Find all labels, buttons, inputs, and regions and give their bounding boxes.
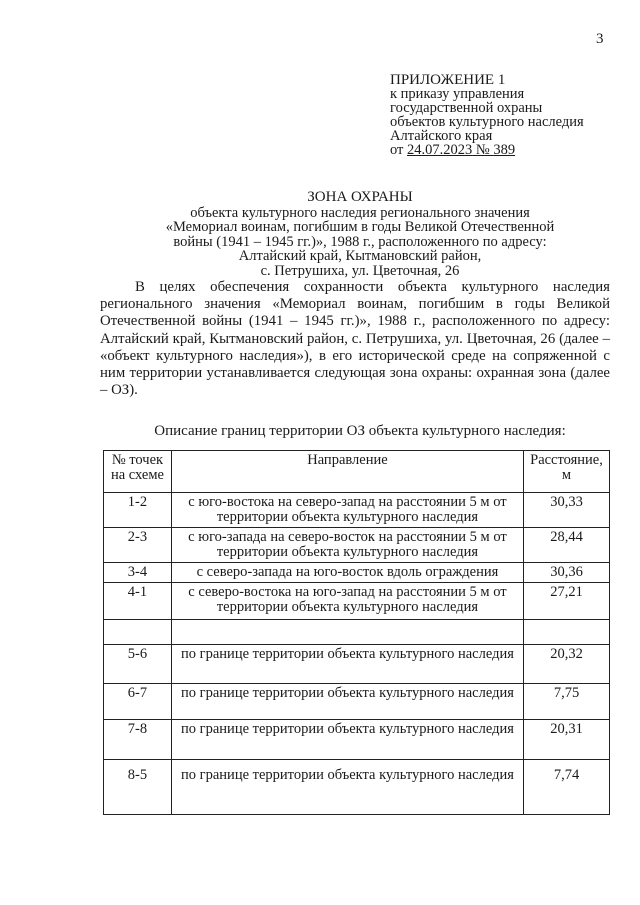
table-row (104, 645, 610, 684)
cell-direction: по границе территории объекта культурного наследия (171, 760, 523, 815)
zone-line: войны (1941 – 1945 гг.)», 1988 г., расположенного по адресу: (173, 233, 547, 250)
number-prefix: № (472, 142, 494, 158)
appendix-date-line (390, 143, 584, 157)
cell-points: 7-8 (104, 720, 172, 760)
appendix-line: к приказу управления (390, 86, 525, 102)
cell-distance: 7,74 (524, 760, 610, 815)
body-paragraph (100, 279, 610, 399)
column-header-distance: Расстояние, м (524, 451, 610, 493)
zone-line: Алтайский край, Кытмановский район, (238, 248, 482, 264)
cell-distance: 20,31 (524, 720, 610, 760)
zone-heading (100, 190, 620, 278)
cell-points: 5-6 (104, 645, 172, 684)
appendix-line: государственной охраны (390, 100, 543, 116)
cell-distance: 28,44 (524, 528, 610, 563)
cell-distance: 7,75 (524, 684, 610, 720)
table-row (104, 563, 610, 583)
cell-direction: с юго-запада на северо-восток на расстоянии 5 м от территории объекта культурного наследия (171, 528, 523, 563)
cell-direction: с северо-запада на юго-восток вдоль ограждения (171, 563, 523, 583)
zone-title: ЗОНА ОХРАНЫ (307, 189, 413, 205)
appendix-line: объектов культурного наследия (390, 114, 584, 130)
cell-points: 6-7 (104, 684, 172, 720)
cell-distance: 30,36 (524, 563, 610, 583)
cell-points: 1-2 (104, 493, 172, 528)
cell-direction: по границе территории объекта культурного наследия (171, 720, 523, 760)
appendix-line: Алтайского края (390, 128, 493, 144)
cell-points: 3-4 (104, 563, 172, 583)
column-header-direction: Направление (171, 451, 523, 493)
page-number: 3 (596, 31, 604, 47)
cell-points: 2-3 (104, 528, 172, 563)
cell-direction (171, 620, 523, 645)
cell-direction: с юго-востока на северо-запад на расстоянии 5 м от территории объекта культурного наследия (171, 493, 523, 528)
cell-points: 4-1 (104, 583, 172, 620)
cell-distance: 27,21 (524, 583, 610, 620)
cell-points (104, 620, 172, 645)
table-row-empty (104, 620, 610, 645)
cell-distance: 20,32 (524, 645, 610, 684)
cell-direction: с северо-востока на юго-запад на расстоянии 5 м от территории объекта культурного наследия (171, 583, 523, 620)
order-number: 389 (493, 142, 516, 158)
table-row (104, 720, 610, 760)
cell-points: 8-5 (104, 760, 172, 815)
order-date: 24.07.2023 (407, 142, 473, 158)
zone-line: «Мемориал воинам, погибшим в годы Великой Отечественной (165, 219, 555, 235)
appendix-title: ПРИЛОЖЕНИЕ 1 (390, 72, 506, 88)
date-prefix: от (390, 142, 408, 158)
table-row (104, 684, 610, 720)
boundaries-table (103, 450, 610, 815)
table-row (104, 583, 610, 620)
appendix-header (390, 73, 584, 157)
table-row (104, 760, 610, 815)
cell-direction: по границе территории объекта культурного наследия (171, 645, 523, 684)
cell-distance: 30,33 (524, 493, 610, 528)
table-row (104, 493, 610, 528)
body-text: В целях обеспечения сохранности объекта культурного наследия регионального значения «Мемориал воинам, погибшим в годы Великой Отечественной войны (1941 – 1945 гг.)», 1988 г., расположенного по адресу: Алтайский край, Кытмановский район, с. Петрушиха, ул. Цветочная, 26 (далее – «объект культурного наследия»), в его исторической среде на сопряженной с ним территории устанавливается следующая зона охраны: охранная зона (далее – ОЗ). (100, 279, 610, 399)
table-header-row (104, 451, 610, 493)
zone-line: объекта культурного наследия регионального значения (190, 204, 530, 221)
cell-direction: по границе территории объекта культурного наследия (171, 684, 523, 720)
table-row (104, 528, 610, 563)
cell-distance (524, 620, 610, 645)
table-caption: Описание границ территории ОЗ объекта культурного наследия: (154, 423, 566, 439)
zone-line: с. Петрушиха, ул. Цветочная, 26 (260, 262, 460, 279)
column-header-points: № точек на схеме (104, 451, 172, 493)
